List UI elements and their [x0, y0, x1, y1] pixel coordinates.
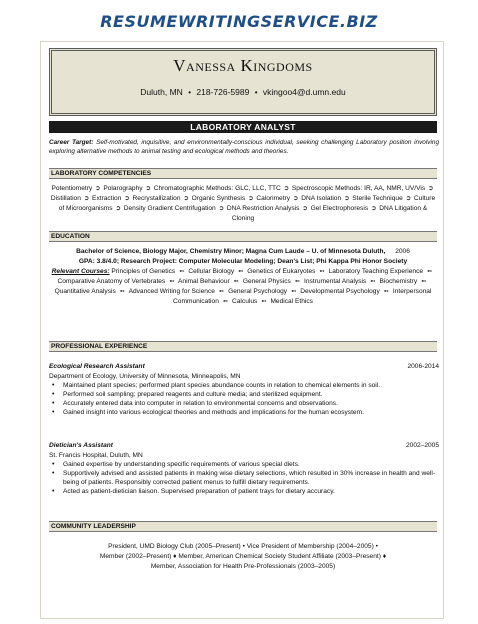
- community-line: Member (2002–Present) ♦ Member, American Chemical Society Student Affiliate (2003–Present) ♦: [99, 553, 387, 560]
- course-arrow-icon: ➻: [179, 268, 185, 275]
- contact-line: [52, 87, 434, 97]
- competency-item: Polarography: [103, 185, 143, 192]
- course-arrow-icon: ➻: [319, 268, 325, 275]
- arrow-bullet-icon: ➲: [183, 195, 189, 202]
- course-item: Calculus: [232, 298, 258, 305]
- bullet-icon: •: [52, 400, 55, 407]
- course-item: Laboratory Teaching Experience: [328, 268, 424, 275]
- dot-separator-icon: •: [188, 88, 191, 97]
- job-bullet-text: Supportively advised and assisted patients in making wise dietary selections, which resulted in 30% increase in health and well-being of patients. Responsibly corrected patient menus to fulfill dietary requirements.: [63, 470, 436, 486]
- community-line: President, UMD Biology Club (2005–Present) • Vice President of Membership (2004–2005) •: [108, 543, 378, 550]
- course-arrow-icon: ➻: [294, 278, 301, 285]
- arrow-bullet-icon: ➲: [405, 195, 412, 202]
- job-bullet: [49, 460, 439, 469]
- course-item: Comparative Anatomy of Vertebrates: [57, 278, 166, 285]
- job-organization: Department of Ecology, University of Minnesota, Minneapolis, MN: [49, 373, 241, 380]
- job-bullet: [49, 487, 439, 496]
- education-year: 2006: [395, 248, 410, 255]
- course-arrow-icon: ➻: [237, 268, 244, 275]
- education-gpa: GPA: 3.8/4.0; Research Project: Computer Molecular Modeling; Dean's List; Phi Kappa Phi Honor Society: [78, 258, 408, 265]
- section-heading-experience: PROFESSIONAL EXPERIENCE: [49, 341, 437, 352]
- competency-item: Culture of Microorganisms: [58, 195, 436, 212]
- arrow-bullet-icon: ➲: [145, 185, 151, 192]
- job-title: Ecological Research Assistant: [49, 363, 145, 370]
- course-arrow-icon: ➻: [370, 278, 376, 285]
- job-bullet: [49, 381, 439, 390]
- site-banner: RESUMEWRITINGSERVICE.BIZ: [100, 12, 378, 31]
- contact-email: vkingoo4@d.umn.edu: [262, 87, 346, 97]
- competency-item: Extraction: [92, 195, 122, 202]
- bullet-icon: •: [52, 461, 55, 468]
- course-item: Cellular Biology: [188, 268, 235, 275]
- job-bullets: [49, 381, 439, 417]
- competency-item: DNA Isolation: [301, 195, 342, 202]
- course-arrow-icon: ➻: [421, 278, 427, 285]
- job-bullet-text: Accurately entered data into computer in relation to environmental concerns and observations.: [63, 400, 338, 407]
- community-block: [49, 542, 437, 572]
- arrow-bullet-icon: ➲: [124, 195, 130, 202]
- competency-item: DNA Restriction Analysis: [226, 205, 300, 212]
- course-item: Developmental Psychology: [300, 288, 380, 295]
- section-heading-community: COMMUNITY LEADERSHIP: [49, 521, 437, 532]
- job-bullet: [49, 390, 439, 399]
- course-arrow-icon: ➻: [290, 288, 297, 295]
- course-arrow-icon: ➻: [222, 298, 229, 305]
- job-dates: 2002–2005: [405, 442, 439, 449]
- job-bullet-text: Acted as patient-dietician liaison. Supervised preparation of patient trays for dietary accuracy.: [63, 488, 335, 495]
- job-bullet-text: Gained expertise by understanding specific requirements of various special diets.: [63, 461, 300, 468]
- job-title-bar: LABORATORY ANALYST: [49, 121, 437, 133]
- job-bullet-text: Performed soil sampling; prepared reagents and culture media; and sterilized equipment.: [63, 391, 323, 398]
- course-item: Quantitative Analysis: [54, 288, 116, 295]
- course-arrow-icon: ➻: [426, 268, 433, 275]
- competency-item: Sterile Technique: [352, 195, 403, 202]
- arrow-bullet-icon: ➲: [302, 205, 308, 212]
- arrow-bullet-icon: ➲: [95, 185, 101, 192]
- arrow-bullet-icon: ➲: [292, 195, 299, 202]
- arrow-bullet-icon: ➲: [283, 185, 290, 192]
- competency-item: Organic Synthesis: [191, 195, 246, 202]
- job-bullet: [49, 408, 439, 417]
- competency-item: Recrystallization: [132, 195, 181, 202]
- course-arrow-icon: ➻: [233, 278, 239, 285]
- career-target-label: Career Target:: [49, 139, 94, 146]
- bullet-icon: •: [52, 382, 55, 389]
- competency-item: Density Gradient Centrifugation: [123, 205, 216, 212]
- competency-item: Chromatographic Methods: GLC, LLC, TTC: [153, 185, 281, 192]
- arrow-bullet-icon: ➲: [83, 195, 90, 202]
- course-item: Advanced Writing for Science: [128, 288, 215, 295]
- competency-item: Gel Electrophoresis: [310, 205, 369, 212]
- competency-item: Distillation: [50, 195, 81, 202]
- job-bullet-text: Gained insight into various ecological theories and methods and implications for the human ecosystem.: [63, 409, 364, 416]
- course-arrow-icon: ➻: [169, 278, 175, 285]
- course-item: General Psychology: [228, 288, 288, 295]
- competency-item: Potentiometry: [51, 185, 93, 192]
- contact-phone: 218-726-5989: [196, 87, 250, 97]
- job-bullet-text: Maintained plant species; performed plant species abundance counts in relation to chemical elements in soil.: [63, 382, 381, 389]
- job-entry: [49, 442, 439, 496]
- job-dates: 2006-2014: [407, 363, 439, 370]
- bullet-icon: •: [52, 488, 55, 495]
- career-target-text: Self-motivated, inquisitive, and environmentally-conscious individual, seeking challenging Laboratory position involving exploring alternative methods to animal testing and ecological methods and theories.: [49, 139, 439, 155]
- course-item: Animal Behaviour: [178, 278, 230, 285]
- course-arrow-icon: ➻: [261, 298, 267, 305]
- arrow-bullet-icon: ➲: [115, 205, 121, 212]
- section-heading-education: EDUCATION: [49, 231, 437, 242]
- course-arrow-icon: ➻: [383, 288, 390, 295]
- bullet-icon: •: [52, 391, 55, 398]
- relevant-courses: [49, 267, 437, 307]
- education-block: [49, 247, 437, 307]
- section-heading-competencies: LABORATORY COMPETENCIES: [49, 168, 437, 179]
- career-target: [49, 138, 439, 156]
- relevant-courses-label: Relevant Courses:: [51, 268, 110, 275]
- job-bullet: [49, 399, 439, 408]
- competency-item: DNA Litigation & Cloning: [231, 205, 428, 222]
- course-item: Principles of Genetics: [111, 268, 176, 275]
- candidate-name: Vanessa Kingdoms: [173, 56, 313, 75]
- competency-item: Calorimetry: [256, 195, 291, 202]
- arrow-bullet-icon: ➲: [428, 185, 434, 192]
- education-degree-line: [49, 247, 437, 257]
- name-header: [49, 48, 437, 116]
- arrow-bullet-icon: ➲: [370, 205, 377, 212]
- course-item: Medical Ethics: [270, 298, 313, 305]
- course-arrow-icon: ➻: [119, 288, 126, 295]
- course-item: Genetics of Eukaryotes: [247, 268, 316, 275]
- job-bullet: [49, 469, 439, 487]
- bullet-icon: •: [52, 409, 55, 416]
- job-entry: [49, 363, 439, 417]
- resume-page: [40, 41, 444, 619]
- course-item: Interpersonal Communication: [173, 288, 432, 305]
- competency-item: Spectroscopic Methods: IR, AA, NMR, UV/Vis: [291, 185, 426, 192]
- course-item: General Physics: [242, 278, 291, 285]
- job-organization: St. Francis Hospital, Duluth, MN: [49, 452, 143, 459]
- job-title: Dietician's Assistant: [49, 442, 113, 449]
- community-line: Member, Association for Health Pre-Professionals (2003–2005): [150, 563, 336, 570]
- job-bullets: [49, 460, 439, 496]
- education-degree: Bachelor of Science, Biology Major, Chemistry Minor; Magna Cum Laude – U. of Minnesota Duluth,: [76, 248, 386, 255]
- arrow-bullet-icon: ➲: [343, 195, 350, 202]
- dot-separator-icon: •: [254, 88, 258, 97]
- course-item: Instrumental Analysis: [304, 278, 367, 285]
- contact-city: Duluth, MN: [140, 87, 183, 97]
- arrow-bullet-icon: ➲: [218, 205, 225, 212]
- bullet-icon: •: [52, 470, 55, 477]
- competencies-list: [49, 184, 437, 224]
- course-arrow-icon: ➻: [218, 288, 225, 295]
- arrow-bullet-icon: ➲: [248, 195, 254, 202]
- course-item: Biochemistry: [379, 278, 418, 285]
